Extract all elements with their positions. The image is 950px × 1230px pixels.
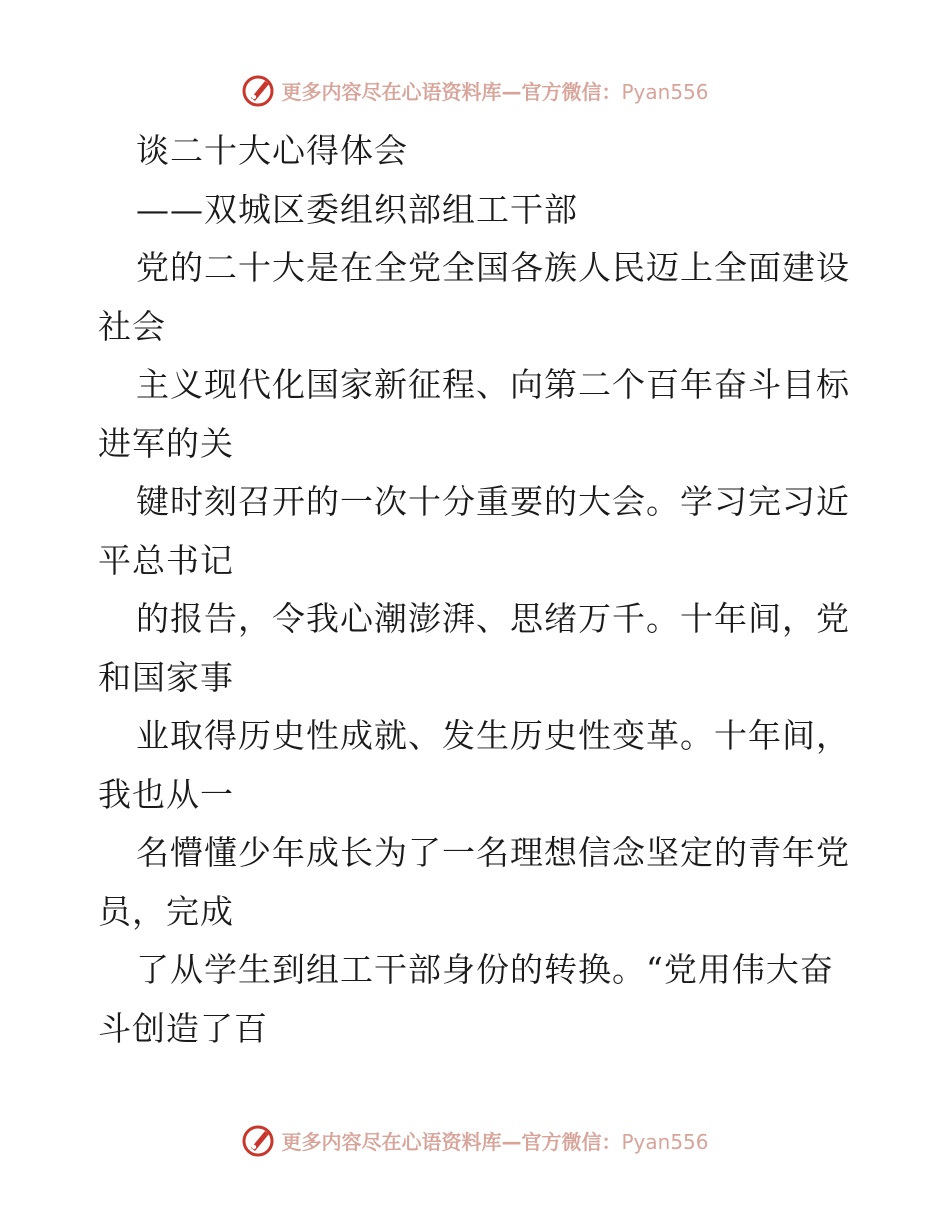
header-banner-label: 更多内容尽在心语资料库—官方微信：	[281, 79, 622, 104]
footer-banner-label: 更多内容尽在心语资料库—官方微信：	[281, 1129, 622, 1154]
document-line: 平总书记	[98, 540, 234, 580]
header-wechat-id: Pyan556	[621, 79, 709, 104]
document-line: 键时刻召开的一次十分重要的大会。学习完习近	[136, 482, 850, 521]
document-line: 员，完成	[98, 891, 234, 931]
document-line: 谈二十大心得体会	[136, 131, 408, 170]
footer-banner	[0, 1120, 950, 1160]
footer-banner-inner	[241, 1122, 708, 1158]
document-line: 社会	[98, 306, 166, 346]
document-line: 了从学生到组工干部身份的转换。“党用伟大奋	[136, 950, 834, 989]
footer-banner-text	[281, 1126, 708, 1155]
document-line: 主义现代化国家新征程、向第二个百年奋斗目标	[136, 365, 850, 404]
footer-wechat-id: Pyan556	[621, 1129, 709, 1154]
document-line: 业取得历史性成就、发生历史性变革。十年间，	[136, 716, 850, 755]
document-line: 党的二十大是在全党全国各族人民迈上全面建设	[136, 248, 850, 287]
header-banner-text	[281, 76, 708, 105]
document-line: 名懵懂少年成长为了一名理想信念坚定的青年党	[136, 833, 850, 872]
header-banner	[0, 70, 950, 110]
document-line: 的报告，令我心潮澎湃、思绪万千。十年间，党	[136, 599, 850, 638]
pen-logo-icon	[241, 72, 277, 108]
document-line: 进军的关	[98, 423, 234, 463]
header-banner-inner	[241, 72, 708, 108]
document-line: 我也从一	[98, 774, 234, 814]
document-line: 斗创造了百	[98, 1008, 268, 1048]
document-line: ——双城区委组织部组工干部	[136, 189, 578, 229]
document-line: 和国家事	[98, 657, 234, 697]
document-body	[98, 122, 858, 1058]
pen-logo-icon	[241, 1122, 277, 1158]
